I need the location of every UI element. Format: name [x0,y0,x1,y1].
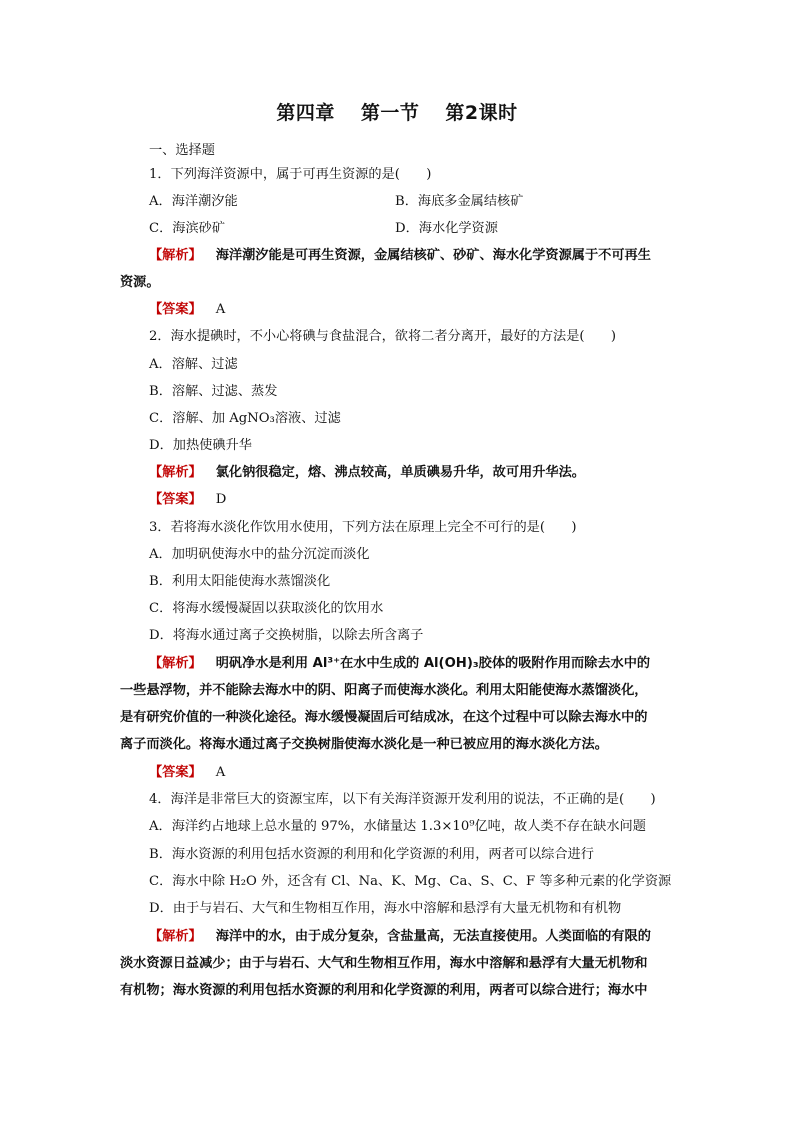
q2-answer-value: D [215,492,227,507]
q4-option-b: B．海水资源的利用包括水资源的利用和化学资源的利用，两者可以综合进行 [149,847,594,862]
q4-analysis-line-2: 淡水资源日益减少；由于与岩石、大气和生物相互作用，海水中溶解和悬浮有大量无机物和 [120,956,648,971]
q4-analysis-line-3: 有机物；海水资源的利用包括水资源的利用和化学资源的利用，两者可以综合进行；海水中 [120,983,648,998]
q1-option-c: C．海滨砂矿 [149,221,226,236]
q4-option-a: A．海洋约占地球上总水量的 97%，水储量达 1.3×10⁹亿吨，故人类不存在缺水问题 [149,819,646,834]
q3-stem: 3．若将海水淡化作饮用水使用，下列方法在原理上完全不可行的是( ) [149,520,577,535]
q2-option-b: B．溶解、过滤、蒸发 [149,384,278,399]
q1-answer [149,301,225,319]
analysis-tag: 【解析】 [149,656,202,671]
q3-analysis-line-2: 一些悬浮物，并不能除去海水中的阴、阳离子而使海水淡化。利用太阳能使海水蒸馏淡化， [120,683,648,698]
answer-tag: 【答案】 [149,492,202,507]
answer-tag: 【答案】 [149,302,202,317]
section-label: 第一节 [360,102,420,124]
q3-answer [149,764,225,782]
analysis-tag: 【解析】 [149,929,202,944]
q2-analysis [149,464,585,482]
q2-option-d: D．加热使碘升华 [149,438,252,453]
q3-analysis-line-3: 是有研究价值的一种淡化途径。海水缓慢凝固后可结成冰，在这个过程中可以除去海水中的 [120,710,648,725]
section-heading: 一、选择题 [149,143,215,158]
q3-analysis-line-4: 离子而淡化。将海水通过离子交换树脂使海水淡化是一种已被应用的海水淡化方法。 [120,737,608,752]
q2-analysis-line-1: 氯化钠很稳定，熔、沸点较高，单质碘易升华，故可用升华法。 [215,465,585,480]
q3-option-d: D．将海水通过离子交换树脂，以除去所含离子 [149,628,424,643]
q4-analysis [149,928,651,946]
q4-analysis-line-1: 海洋中的水，由于成分复杂，含盐量高，无法直接使用。人类面临的有限的 [215,929,651,944]
q1-option-a: A．海洋潮汐能 [149,194,238,209]
answer-tag: 【答案】 [149,765,202,780]
q4-option-c: C．海水中除 H₂O 外，还含有 Cl、Na、K、Mg、Ca、S、C、F 等多种元素的化学资源 [149,874,672,889]
page-title [0,98,794,125]
analysis-tag: 【解析】 [149,248,202,263]
q2-stem: 2．海水提碘时，不小心将碘与食盐混合，欲将二者分离开，最好的方法是( ) [149,329,617,344]
lesson-label: 第2课时 [445,102,518,124]
q1-option-b: B．海底多金属结核矿 [395,194,524,209]
q1-analysis [149,247,651,265]
analysis-tag: 【解析】 [149,465,202,480]
q1-stem: 1．下列海洋资源中，属于可再生资源的是( ) [149,167,432,182]
q2-option-c: C．溶解、加 AgNO₃溶液、过滤 [149,411,341,426]
q1-answer-value: A [215,302,226,317]
q2-option-a: A．溶解、过滤 [149,357,238,372]
q4-option-d: D．由于与岩石、大气和生物相互作用，海水中溶解和悬浮有大量无机物和有机物 [149,901,622,916]
q4-stem: 4．海洋是非常巨大的资源宝库，以下有关海洋资源开发利用的说法，不正确的是( ) [149,792,656,807]
q3-analysis [149,655,650,673]
q1-option-d: D．海水化学资源 [395,221,498,236]
q3-option-b: B．利用太阳能使海水蒸馏淡化 [149,574,331,589]
q2-answer [149,491,226,509]
q3-answer-value: A [215,765,226,780]
chapter-label: 第四章 [276,102,335,124]
q3-option-c: C．将海水缓慢凝固以获取淡化的饮用水 [149,601,384,616]
q1-analysis-line-1: 海洋潮汐能是可再生资源，金属结核矿、砂矿、海水化学资源属于不可再生 [215,248,651,263]
q1-analysis-line-2: 资源。 [120,275,160,290]
q3-option-a: A．加明矾使海水中的盐分沉淀而淡化 [149,547,370,562]
q3-analysis-line-1: 明矾净水是利用 Al³⁺在水中生成的 Al(OH)₃胶体的吸附作用而除去水中的 [215,656,651,671]
